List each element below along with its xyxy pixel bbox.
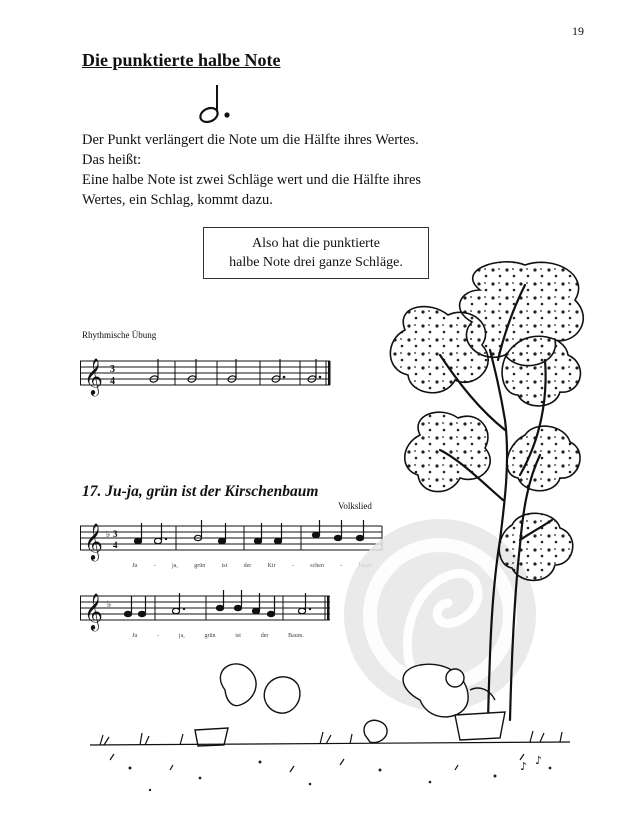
lyric-syllable: Ju	[132, 563, 138, 569]
song-title: 17. Ju-ja, grün ist der Kirschenbaum	[82, 483, 319, 500]
svg-text:4: 4	[113, 540, 118, 550]
svg-text:𝄞: 𝄞	[84, 522, 103, 560]
paragraph-line: Der Punkt verlängert die Note um die Hälfte ihres Wertes.	[82, 132, 419, 148]
info-box-line: Also hat die punktierte	[252, 236, 380, 251]
lyric-syllable: Ju	[132, 633, 138, 639]
svg-text:𝄞: 𝄞	[84, 592, 103, 630]
lyric-syllable: -	[291, 563, 294, 569]
svg-text:♭: ♭	[106, 529, 111, 539]
lyric-syllable: Kir	[267, 563, 276, 569]
svg-text:♪: ♪	[535, 754, 543, 767]
svg-text:3: 3	[110, 364, 115, 375]
explanation-text	[82, 130, 532, 210]
song-lyrics-line-2	[132, 633, 304, 639]
svg-text:♪: ♪	[520, 760, 528, 773]
exercise-label: Rhythmische Übung	[82, 330, 157, 340]
lyric-syllable: ja,	[172, 563, 178, 569]
lyric-syllable: ist	[235, 633, 241, 639]
svg-text:4: 4	[110, 376, 115, 387]
lyric-syllable: ist	[221, 563, 228, 569]
lyric-syllable: grün	[194, 563, 206, 569]
section-title: Die punktierte halbe Note	[82, 50, 281, 70]
song-staff-line-2	[80, 590, 332, 632]
lyric-syllable: der	[260, 633, 269, 639]
info-box	[203, 227, 429, 279]
watermark-logo-icon	[340, 515, 540, 715]
page-number: 19	[572, 24, 584, 38]
song-origin: Volkslied	[338, 501, 372, 511]
info-box-line: halbe Note drei ganze Schläge.	[229, 255, 403, 270]
lyric-syllable: der	[243, 563, 252, 569]
rhythm-exercise-staff	[80, 355, 332, 401]
svg-text:𝄞: 𝄞	[84, 357, 103, 395]
svg-text:3: 3	[113, 529, 118, 539]
paragraph-line: Eine halbe Note ist zwei Schläge wert und die Hälfte ihres	[82, 172, 422, 188]
lyric-syllable: -	[157, 633, 160, 639]
lyric-syllable: Baum.	[288, 633, 304, 639]
lyric-syllable: -	[340, 563, 343, 569]
paragraph-line: Wertes, ein Schlag, kommt dazu.	[82, 192, 273, 208]
lyric-syllable: -	[153, 563, 156, 569]
song-lyrics-line-1	[132, 563, 372, 569]
lyric-syllable: ja,	[178, 633, 185, 639]
lyric-syllable: grün	[204, 633, 216, 639]
lyric-syllable: schen	[310, 563, 324, 569]
paragraph-line: Das heißt:	[82, 152, 142, 168]
svg-text:♭: ♭	[107, 599, 112, 609]
dotted-half-note-icon	[196, 82, 240, 126]
